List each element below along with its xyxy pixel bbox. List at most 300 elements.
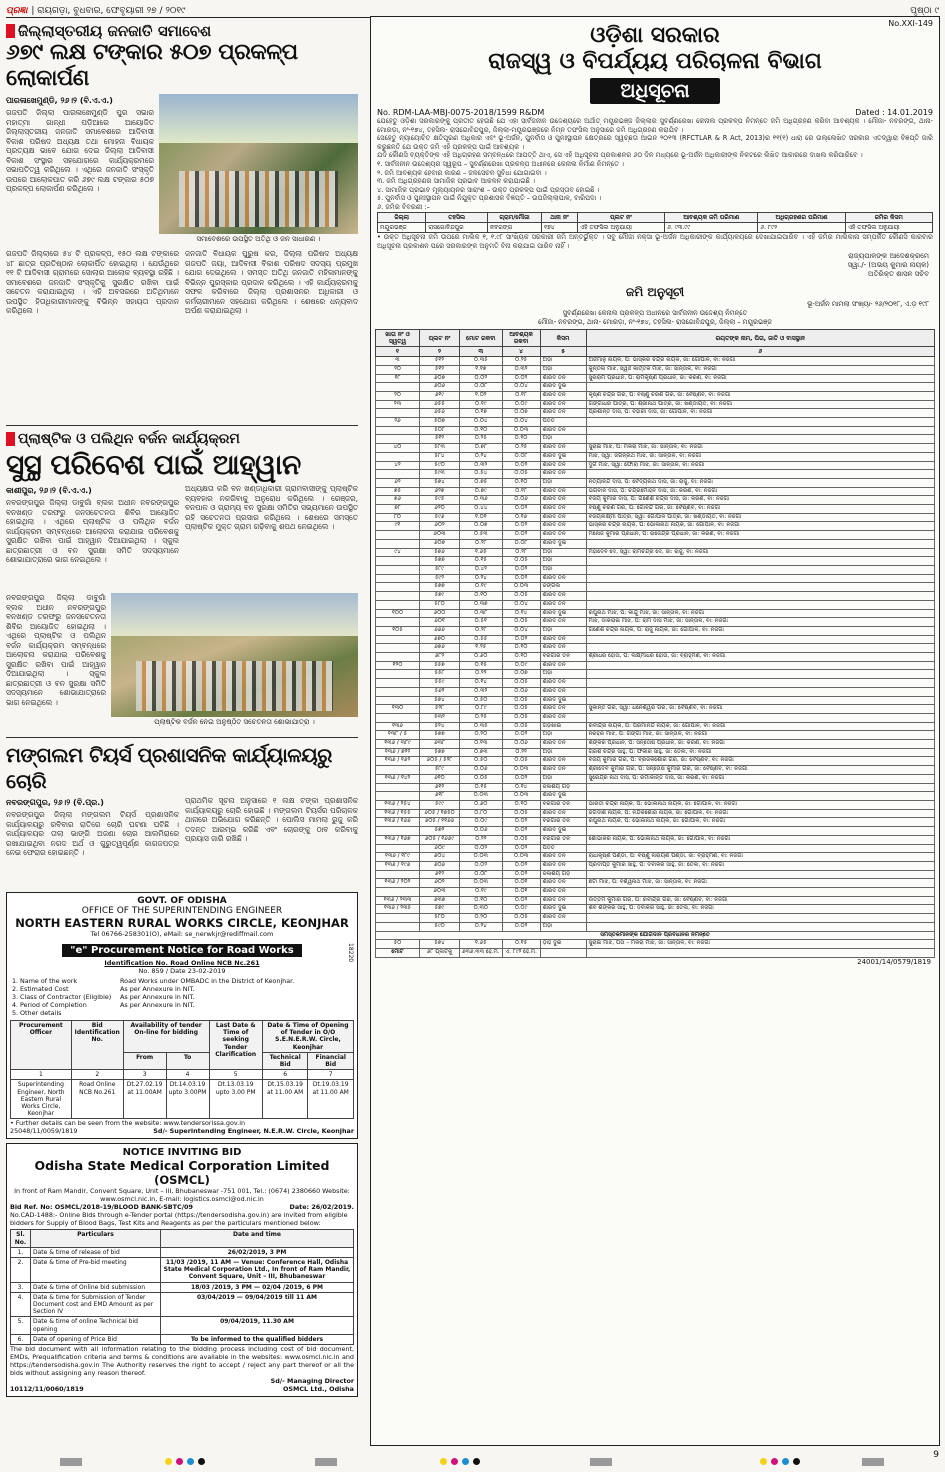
schedule-cell: ୧୮ (376, 374, 420, 383)
schedule-cell: ୦.୪୨ (460, 566, 503, 575)
schedule-cell: ବିଜୟ କୁମାର ଦାସ, ପି: ଗଣେଶ ଚନ୍ଦ୍ର ଦାସ, ଜା: କରଣ, ବା: ନିଜଗାଁ (586, 496, 934, 505)
schedule-cell: ୧୩୮ / ୫ (376, 731, 420, 740)
ad-side-number: 18220 (347, 943, 354, 963)
schedule-cell: ଅଡ଼ା (540, 365, 586, 374)
schedule-cell: ୬୮୨ (420, 653, 460, 662)
schedule-cell (586, 670, 934, 679)
schedule-cell: ୭୬ (376, 496, 420, 505)
schedule-cell: ୦.୩୫ (460, 357, 503, 366)
schedule-cell: ୬୦୫ / ୧୭୫୦ (420, 809, 460, 818)
schedule-cell (586, 888, 934, 897)
schedule-cell (586, 600, 934, 609)
ad-item-value: As per Annexure in NIT. (120, 1001, 195, 1009)
color-swatches (165, 1458, 205, 1465)
schedule-cell: ଶାରଦ ତିନି (540, 635, 586, 644)
schedule-cell: ୦.୨୫ (460, 713, 503, 722)
ad-item-key: Class of Contractor (Eligible) (20, 993, 112, 1001)
table-row (376, 940, 935, 949)
notice-summary-table (377, 212, 933, 233)
schedule-cell: ୬୦୦ (420, 609, 460, 618)
schedule-cell: ଶାରଦ ଦୁଇ (540, 609, 586, 618)
schedule-cell: ୧୩୬ / ୧୪୨ (376, 774, 420, 783)
schedule-cell: ଶାରଦ ତିନି (540, 661, 586, 670)
schedule-cell (376, 922, 420, 931)
color-swatches (760, 1458, 800, 1465)
schedule-cell: ଅଡ଼ା (540, 731, 586, 740)
schedule-cell: ଗଣେଶ ଚନ୍ଦ୍ର ନାୟକ, ପି: ରାଜୁ ନାୟକ, ଜା: ଗୋପାଳ, ବା: ନିଜଗାଁ (586, 626, 934, 635)
schedule-cell: ଶାରଦ ତିନି (540, 574, 586, 583)
table-row (376, 861, 935, 870)
story-dateline: କାଶୀପୁର, ୨୬।୨ (ବି.ଏ.ଏ.) (6, 486, 92, 495)
schedule-cell: ୫୮୯ (420, 766, 460, 775)
notice-list-item: ୧. ସାର୍ବଜନୀନ ଉଦ୍ଦେଶ୍ୟର ସ୍ୱରୂପ – ସୁବର୍ଣ୍ଣରେଖା ପ୍ରକଳ୍ପ ଅଧୀନରେ କେନାଲ ନିର୍ମାଣ ନିମନ୍ତେ । (377, 159, 625, 168)
ad-org: Odisha State Medical Corporation Limited (34, 1158, 330, 1174)
schedule-cell: ୦.୨୫ (460, 435, 503, 444)
table-row (376, 670, 935, 679)
schedule-cell: ୦.୦୨ (502, 522, 540, 531)
schedule-header: ଖାତା ନଂ ଓ ସ୍ୱତ୍ୱ (376, 330, 420, 347)
schedule-cell: ୦.୦୯ (502, 905, 540, 914)
table-row (376, 539, 935, 548)
table-row (376, 461, 935, 470)
schedule-cell: ୨୬ (376, 418, 420, 427)
schedule-cell: ୦.୦୯ (502, 400, 540, 409)
schedule-cell: ୬୦୫ / ୧୧୬୬ (420, 818, 460, 827)
schedule-cell (376, 635, 420, 644)
schedule-cell: ୬୦୪ (420, 853, 460, 862)
summary-cell: ମୟୂରଭଞ୍ଜ (378, 222, 426, 232)
story-theft (6, 742, 358, 888)
schedule-cell: ନିତ୍ୟାନନ୍ଦ ଦାସ, ପି: ବୈଦ୍ୟନାଥ ଦାସ, ଜା: ରାଜୁ, ବା: ନିଜଗାଁ (586, 478, 934, 487)
schedule-cell: ୦.୦୫ (502, 722, 540, 731)
summary-header: ଜିଲ୍ଲା (378, 212, 426, 222)
table-row (11, 1258, 354, 1283)
schedule-cell: ୧୩୬ / ୧୮୯ (376, 853, 420, 862)
table-row (376, 827, 935, 836)
schedule-cell: ଅଡ଼ା (540, 557, 586, 566)
schedule-cell: ୦.୨୮ (460, 539, 503, 548)
schedule-cell: ୦.୦୮ (502, 539, 540, 548)
table-row (376, 740, 935, 749)
schedule-cell: ୨୩ (376, 400, 420, 409)
schedule-cell: ୦.୦୨ (502, 896, 540, 905)
story-body: ନବରଙ୍ଗପୁର ଜିଲ୍ଲା ଡାବୁଗାଁ ବ୍ଲକ ଅଧୀନ ନବରଙ୍ଗପୁର ବନଖଣ୍ଡ ତରଫରୁ ଜନସଚେତନତା ଶିବିର ଆୟୋଜିତ ହୋଇଥିଲା । ଏଥିରେ ପ୍ଲାଷ୍ଟିକ ଓ ପଲିଥିନ ବର୍ଜନ କାର୍ଯ୍ୟକ୍ରମ ସମ୍ବନ୍ଧରେ ଆଲୋଚନା କରାଯାଇ ପରିବେଶକୁ ସୁରକ୍ଷିତ ରଖିବା ପାଇଁ ଆହ୍ୱାନ ଦିଆଯାଇଥିଲା । ସ୍କୁଲ ଛାତ୍ରଛାତ୍ରୀ ଓ ବନ ସୁରକ୍ଷା ସମିତି ସଦସ୍ୟମାନେ ଶୋଭାଯାତ୍ରାରେ ଭାଗ ନେଇଥିଲେ । (6, 593, 106, 707)
ad-sign: Sd/- Superintending Engineer, N.E.R.W. Circle, Keonjhar (153, 1127, 354, 1136)
table-row (376, 870, 935, 879)
schedule-cell (586, 922, 934, 931)
schedule-cell: ୧୨୦ (376, 661, 420, 670)
notice-ref: No. RDM-LAA-MBJ-0075-2018/1599 R&DM (377, 108, 545, 117)
schedule-cell: ୦.୦୨ (502, 374, 540, 383)
schedule-cell: ୫୫୮ (420, 670, 460, 679)
schedule-cell: ଶାରଦ ଦୁଇ (540, 905, 586, 914)
story-headline: ସୁସ୍ଥ ପରିବେଶ ପାଇଁ ଆହ୍ୱାନ (6, 448, 301, 481)
schedule-cell: ଭାରତୀ ଚନ୍ଦ୍ର ନାୟକ, ପି: ଭୋଳାନାଥ ନାୟକ, ଜା: ଗୋପାଳ, ବା: ନିଜଗାଁ (586, 800, 934, 809)
schedule-cell: ୫୮୦ (420, 914, 460, 923)
schedule-cell: ଶାରଦ ତିନି (540, 513, 586, 522)
schedule-cell: ଦୁର୍ଗି ମାଝି, ସ୍ୱା: ଫୋରା ମାଝି, ଜା: ସାନ୍ତାଳ, ବା: ନିଜଗାଁ (586, 461, 934, 470)
schedule-cell: ୦.୦୫ (502, 835, 540, 844)
red-square-icon (6, 24, 15, 38)
table-row (376, 757, 935, 766)
story-headline: ମଙ୍ଗଲମ ଟିୟର୍ସ ପ୍ରଶାସନିକ କାର୍ଯ୍ୟାଳୟରୁ ଚୋରି (6, 743, 332, 793)
schedule-cell: ୦.୦୨ (502, 818, 540, 827)
summary-cell: ଏହି ତଫସିଲ ଅନୁଯାୟୀ (845, 222, 932, 232)
schedule-cell: ମହାଦେବ ଦେ, ସ୍ୱା: ରାମଚନ୍ଦ୍ର ଦେ, ଜା: ରାଜୁ, ବା: ନିଜଗାଁ (586, 548, 934, 557)
schedule-cell: ୫୨୪ (420, 722, 460, 731)
schedule-cell: ୬୩୭ (420, 896, 460, 905)
ad-item-row (10, 985, 354, 993)
schedule-title: ଜମି ଅନୁସୂଚୀ (625, 285, 685, 300)
schedule-cell: ୧୩୬ / ୨୩୩ (376, 896, 420, 905)
schedule-cell: ୦.୪୪ (460, 505, 503, 514)
schedule-cell: ଶାରଦ ତିନି (540, 644, 586, 653)
schedule-cell: ୦.୦୨ (502, 731, 540, 740)
schedule-cell: ଅଡ଼ା (540, 922, 586, 931)
schedule-cell (586, 557, 934, 566)
schedule-cell: ୦.୦୨ (502, 827, 540, 836)
schedule-cell: ୦.୧୦ (502, 800, 540, 809)
schedule-cell: ୦.୦୨ (502, 531, 540, 540)
table-row (376, 522, 935, 531)
schedule-cell: ୧୩୬ / ୨୫୪ (376, 800, 420, 809)
bid-row-particulars: Date & time for Submission of Tender Document cost and EMD Amount as per Section IV (31, 1292, 161, 1317)
schedule-col-index: ୬ (586, 347, 934, 357)
schedule-cell: ୬୭୬ (420, 644, 460, 653)
schedule-cell (586, 783, 934, 792)
schedule-cell: ୦.୦୫ (502, 713, 540, 722)
table-row (376, 452, 935, 461)
schedule-cell (376, 792, 420, 801)
schedule-cell: ୦.୨୮ (502, 548, 540, 557)
schedule-cell: ମାଝି, ଡାକରାଇ ମାଝି, ପି: ରାମ ଦାସ ମାଝି, ଜା: ସାନ୍ତାଳ, ବା: ନିଜଗାଁ (586, 618, 934, 627)
schedule-cell: ଗଙ୍ଗାଧର ପାତ୍ର, ପି: ଶ୍ରୀନାଥ ପାତ୍ର, ଜା: ଖଣ୍ଡାୟତ, ବା: ନିଜଗାଁ (586, 400, 934, 409)
summary-cell: ଏହି ତଫସିଲ ଅନୁଯାୟୀ (577, 222, 664, 232)
table-row (11, 1334, 354, 1344)
table-row (11, 1317, 354, 1334)
schedule-cell: ୦.୩୨ (460, 687, 503, 696)
bid-row-sl: 5. (11, 1317, 31, 1334)
schedule-cell: ୫୭୪ (420, 696, 460, 705)
ad-item-value (120, 1009, 354, 1017)
schedule-cell: ସୁରାଇ ମାଝି, ପିତା – ମକରା ମାଝି, ଜା: ସାନ୍ତାଳ, ବା: ନିଜଗାଁ (586, 940, 934, 949)
schedule-cell: ୦.୦୫ (502, 705, 540, 714)
schedule-cell: ୫୨୮ (420, 705, 460, 714)
story-dateline: ପାରଳାଖେମୁଣ୍ଡି, ୨୬।୨ (ବି.ଏ.ଏ.) (6, 96, 113, 105)
schedule-cell (586, 592, 934, 601)
summary-header: ତହସିଲ (426, 212, 488, 222)
bid-row-sl: 6. (11, 1334, 31, 1344)
schedule-cell: ୦.୧୮ (502, 391, 540, 400)
table-row (376, 357, 935, 366)
schedule-cell: ଶାରଦ ତିନି (540, 444, 586, 453)
schedule-cell: ଅଡ଼ା (540, 748, 586, 757)
schedule-cell: ଶାରଦ ତିନି (540, 461, 586, 470)
schedule-cell: ୦.୭୩ (460, 748, 503, 757)
schedule-cell (376, 470, 420, 479)
schedule-cell: ଶାରଦ ତିନି (540, 400, 586, 409)
schedule-cell: ୦.୧୯ (460, 888, 503, 897)
notice-list-item: ୬. ଜମିର ବିବରଣୀ :– (377, 202, 430, 211)
schedule-cell: ୦.୦୨ (502, 844, 540, 853)
summary-cell: ନବରଙ୍ଗ (488, 222, 542, 232)
ad-item-number: 1. (11, 977, 19, 985)
bid-row-date: 18/03 /2019, 3 PM — 02/04 /2019, 6 PM (161, 1282, 354, 1292)
bid-row-particulars: Date of opening of Price Bid (31, 1334, 161, 1344)
schedule-cell: ଶାରଦ ତିନି (540, 487, 586, 496)
schedule-cell: ଶାରଦ ତିନି (540, 409, 586, 418)
schedule-cell: ୦.୦୭ (502, 670, 540, 679)
summary-cell: ୬. ୮୯୨ (758, 222, 845, 232)
schedule-cell: ରବୀନ୍ଦ୍ର ନାୟକ, ପି: ପରମାନନ୍ଦ ନାୟକ, ଜା: ଗୋପାଳ, ବା: ନିଜଗାଁ (586, 722, 934, 731)
ad-item-row (10, 1009, 354, 1017)
schedule-cell: ଅଡ଼ା (540, 566, 586, 575)
schedule-cell: ୦.୦୫ (502, 679, 540, 688)
schedule-cell: ୨୦ (376, 391, 420, 400)
schedule-cell (376, 426, 420, 435)
land-schedule-table (375, 329, 935, 958)
schedule-cell: ୦.୨୦ (460, 914, 503, 923)
ad-address: In front of Ram Mandir, Convent Square, Unit – III, Bhubaneswar -751 001, Tel.: (0674) 2380660 Website: www.osmcl.nic.in, E-mail: logistics.osmcl@od.nic.in (14, 1187, 350, 1204)
schedule-cell: ୯୪ (376, 548, 420, 557)
schedule-cell: ବରଗାର ତିନି (540, 800, 586, 809)
schedule-cell (376, 557, 420, 566)
story-kicker: ପ୍ଲାଷ୍ଟିକ ଓ ପଲିଥିନ ବର୍ଜନ କାର୍ଯ୍ୟକ୍ରମ (6, 430, 358, 448)
table-row (376, 853, 935, 862)
ad-item-value: As per Annexure in NIT. (120, 985, 195, 993)
schedule-cell: ଶାରଦ ତିନି (540, 600, 586, 609)
schedule-cell: ଛିଟା ମାଝି, ପି: ବିଶ୍ୱନାଥ ମାଝି, ଜା: ସାନ୍ତାଳ, ବା: ନିଜଗାଁ (586, 879, 934, 888)
schedule-cell (376, 783, 420, 792)
schedule-cell: ୦.୫୪ (460, 470, 503, 479)
schedule-cell: ୧୩୬ / ୨୦୨ (376, 879, 420, 888)
schedule-cell (376, 566, 420, 575)
schedule-cell: ଶାରଦ ତିନି (540, 496, 586, 505)
schedule-cell: ୫୮୦ (420, 600, 460, 609)
schedule-cell: ୦.୦୩ (502, 853, 540, 862)
schedule-cell: ୦.୦୫ (502, 557, 540, 566)
schedule-cell: ୦.୧୪ (460, 679, 503, 688)
ad-item-number: 5. (11, 1009, 19, 1017)
schedule-cell: ୬୨୭ (420, 487, 460, 496)
ad-circle: NORTH EASTERN RURAL WORKS CIRCLE, KEONJHAR (15, 916, 349, 930)
schedule-cell: ୧.୦୧ (460, 513, 503, 522)
schedule-cell: ୦.୦୬ (502, 496, 540, 505)
story-body: ଜନଜାତି ବିଧାୟକ ପୁରୁଷ କର, ଜିଲ୍ଲା ପରିଷଦ ଅଧ୍ୟକ୍ଷ ଗଜପତି ଜୟା, ଆଦିବାସୀ ବିକାଶ ପରିଷଦ ସଦସ୍ୟ ପ୍ରମୁଖ ଯୋଗ ଦେଇଥିଲେ । ସମସ୍ତ ଅତିଥି ଜନଜାତି ମହିଳାମାନଙ୍କୁ ବିଭିନ୍ନ ପୁରସ୍କାର ପ୍ରଦାନ କରିଥିଲେ । ଏହି କାର୍ଯ୍ୟକ୍ରମକୁ ସଫଳ କରିବାରେ ଜିଲ୍ଲା ପ୍ରଶାସନର ଅଧିକାରୀ ଓ କର୍ମଚାରୀମାନେ ସହଯୋଗ କରିଥିଲେ । ଶେଷରେ ଧନ୍ୟବାଦ ଅର୍ପଣ କରାଯାଇଥିଲା । (185, 249, 358, 315)
table-row (376, 444, 935, 453)
ad-item-key: Estimated Cost (20, 985, 69, 993)
ad-note: • Further details can be seen from the website: www.tendersorissa.gov.in (10, 1119, 246, 1128)
ad-footer: The bid document with all information relating to the bidding process including cost of bid document, EMDs, Prequalification criteria and terms & conditions are available in the websites: www.osmcl.nic.in and https://tendersodisha.gov.in The Authority reserves the right to accept / reject any part thereof or all the bids without assigning any reason thereof. (10, 1345, 354, 1378)
ad-item-row (10, 977, 354, 985)
schedule-cell: ୦.୦୨ (502, 566, 540, 575)
schedule-cell: ୬୦୩ (420, 888, 460, 897)
schedule-cell: ଜଳାଶୟ ଗଡ଼ (540, 783, 586, 792)
bid-row-particulars: Date & time of Pre-bid meeting (31, 1258, 161, 1283)
schedule-cell: ୦.୮୦ (460, 809, 503, 818)
ad-items (10, 977, 354, 1017)
schedule-cell: ୦.୦୫ (502, 696, 540, 705)
page-number: 9 (933, 1450, 939, 1460)
schedule-cell: ୫୭୭ (420, 748, 460, 757)
schedule-cell: ୪୨ (376, 461, 420, 470)
ad-item-row (10, 1001, 354, 1009)
table-row (376, 574, 935, 583)
schedule-cell: ୦.୩୨ (460, 461, 503, 470)
schedule-cell: ୬୧୯ (420, 391, 460, 400)
summary-cell: ୧୭୪ (541, 222, 577, 232)
table-row (11, 1247, 354, 1257)
table-row (376, 644, 935, 653)
schedule-cell: ୫୭୭ (420, 557, 460, 566)
schedule-cell: ୬୧୦ (420, 774, 460, 783)
ad-item-number: 4. (11, 1001, 19, 1009)
schedule-cell: ୦.୧୦ (460, 592, 503, 601)
schedule-cell: ୦.୦୭ (460, 522, 503, 531)
schedule-cell: ୦.୨୮ (460, 626, 503, 635)
schedule-cell (376, 844, 420, 853)
schedule-cell: ଶାରଦ ତିନି (540, 705, 586, 714)
schedule-cell: ଶିବ ଶଙ୍କର ସାହୁ, ପି: ଦିବାକର ସାହୁ, ଜା: ତେଲି, ବା: ନିଜଗାଁ (586, 905, 934, 914)
schedule-cell: ଶ୍ରୀଧର ହୋତା, ପି: ଲକ୍ଷ୍ମୀଧର ହୋତା, ଜା: ବ୍ରାହ୍ମଣ, ବା: ନିଜଗାଁ (586, 653, 934, 662)
ad-schedule-table: Procurement Officer Bid Identification No. Availability of tender On-line for bidding Last Date & Time of seeking Tender Clarification Date & Time of Opening of Tender in O/O S.E.N.E.R.W. Circle, Keonjhar From To Technical Bid Financial Bid 1 2 3 4 5 6 7 Superintending Engineer, North Eastern Rural Works Circle, Keonjhar Road Online NCB No.261 Dt.27.02.19 at 11.00AM Dt.14.03.19 upto 3.00PM Dt.13.03.19 upto 3.00 PM Dt.15.03.19 at 11.00 AM Dt.19.03.19 at 11.00 AM (10, 1020, 354, 1119)
bid-row-sl: 2. (11, 1258, 31, 1283)
left-column (6, 22, 358, 1442)
schedule-cell: ଅଡ଼ା (540, 435, 586, 444)
schedule-cell: ୦.୦୨ (502, 461, 540, 470)
schedule-cell: ୬୦୫ / ୧୬୬୯ (420, 835, 460, 844)
divider (6, 425, 358, 426)
schedule-cell (586, 644, 934, 653)
schedule-cell: ଶାରଦ ତିନି (540, 391, 586, 400)
schedule-cell: ଶାରଦ ଦୁଇ (540, 696, 586, 705)
schedule-cell: ୦.୦୫ (502, 757, 540, 766)
schedule-cell: ୦.୨୪ (460, 452, 503, 461)
divider (6, 737, 358, 738)
schedule-cell (586, 574, 934, 583)
summary-header: ପ୍ଲଟ ନଂ (577, 212, 664, 222)
schedule-cell: ୦.୦୫ (502, 592, 540, 601)
ad-govt: GOVT. OF ODISHA (137, 896, 227, 906)
schedule-cell: ବରଗାର ତିନି (540, 653, 586, 662)
table-row (376, 722, 935, 731)
schedule-cell: ୦.୫୦ (460, 696, 503, 705)
schedule-cell: ୧.୦୨ (460, 391, 503, 400)
schedule-cell: ଶାରଦ ତିନି (540, 592, 586, 601)
ad-oipr: 25048/11/0059/1819 (10, 1127, 78, 1136)
notice-list-item: ୩. ଜମି ଅଧିଗ୍ରହଣର ସାମାଜିକ ପ୍ରଭାବ ଆକଳନ କରାଯାଇଛି । (377, 177, 535, 186)
schedule-cell (586, 870, 934, 879)
bid-row-particulars: Date & time of Online bid submission (31, 1282, 161, 1292)
schedule-cell: ୬୭୦ (420, 635, 460, 644)
table-total-row: ମୋଟ ୬୮ ପ୍ଲଟକୁ ୬୩୬.୩୩ ହେ.ମି. ଏ. ୮୯୨ ହେ.ମି. (376, 948, 935, 957)
table-row (376, 487, 935, 496)
schedule-cell (586, 539, 934, 548)
schedule-cell: ଅଡ଼ା (540, 626, 586, 635)
table-row (376, 365, 935, 374)
schedule-cell: ୦.୧୦ (460, 896, 503, 905)
notice-dept: ରାଜସ୍ୱ ଓ ବିପର୍ଯ୍ୟୟ ପରିଚାଳନା ବିଭାଗ (488, 49, 822, 74)
notice-para: ଯଦି କୌଣସି ବ୍ୟକ୍ତିଙ୍କ ଏହି ଅଧିଗ୍ରହଣ ସମ୍ବନ୍ଧରେ ଆପତ୍ତି ଥାଏ, ସେ ଏହି ଅଧିସୂଚନା ପ୍ରକାଶନର ୬୦ ଦିନ ମଧ୍ୟରେ ଭୂ-ଅର୍ଜନ ଅଧିକାରୀଙ୍କ ନିକଟରେ ଲିଖିତ ଆକାରରେ ଦାଖଲ କରିପାରିବେ । (377, 151, 863, 160)
table-row (376, 818, 935, 827)
table-row (376, 635, 935, 644)
masthead-page-label: ପୃଷ୍ଠା ୯ (910, 5, 939, 16)
ad-item-key: Period of Completion (20, 1001, 87, 1009)
schedule-cell: ୫୮୯ (420, 566, 460, 575)
ad-bid-table: Sl. No. Particulars Date and time 1. Date & time of release of bid 26/02/2019, 3 PM 2. Date & time of Pre-bid meeting 11/03 /2019, 11 AM — Venue: Conference Hall, Odisha State Medical Corporation Ltd., In front of Ram Mandir, Convent Square, Unit – III, Bhubaneswar 3. Date & time of Online bid submission 18/03 /2019, 3 PM — 02/04 /2019, 6 PM 4. Date & time for Submission of Tender Document cost and EMD Amount as per Section IV 03/04/2019 — 09/04/2019 till 11 AM 5. Date & time of online Technical bid opening 09/04/2019, 11.30 AM 6. Date of opening of Price Bid To be informed to the qualified bidders (10, 1229, 354, 1345)
ad-item-value: Road Works under OMBADC in the District of Keonjhar. (120, 977, 295, 985)
schedule-cell: ୬୬୬ (420, 626, 460, 635)
schedule-cell (586, 470, 934, 479)
schedule-cell: ୦.୦୨ (502, 922, 540, 931)
schedule-cell: ୦.୦୭ (502, 409, 540, 418)
schedule-cell: ୫୦ (376, 940, 420, 949)
table-row (376, 679, 935, 688)
bid-row-date: To be informed to the qualified bidders (161, 1334, 354, 1344)
schedule-cell: ୦.୨୨ (502, 748, 540, 757)
ad-ident: Identification No. Road Online NCB Nc.261 (104, 959, 260, 967)
schedule-cell: ୬୦୭ (420, 374, 460, 383)
table-row (376, 383, 935, 392)
schedule-col-index: ୪ (502, 347, 540, 357)
schedule-cell: ୦.୧୦ (502, 435, 540, 444)
schedule-cell: ୫୧୨ (420, 435, 460, 444)
story-body: ଅଧ୍ୟକ୍ଷତା କରି ବନ ଖଣ୍ଡାଧିକାରୀ ଗ୍ରାମବାସୀଙ୍କୁ ପ୍ଲାଷ୍ଟିକ ବ୍ୟବହାର ନକରିବାକୁ ଅନୁରୋଧ କରିଥିଲେ । ରେଞ୍ଜର, ବନପାଳ ଓ ଗ୍ରାମ୍ୟ ବନ ସୁରକ୍ଷା ସମିତିର ସଭ୍ୟମାନେ ଉପସ୍ଥିତ ରହି ସଚେତନତା ପ୍ରସାର କରିଥିଲେ । ଶେଷରେ ସମସ୍ତେ ପ୍ଲାଷ୍ଟିକ ମୁକ୍ତ ଗ୍ରାମ ଗଢ଼ିବାକୁ ଶପଥ ନେଇଥିଲେ । (185, 484, 358, 531)
schedule-cell (376, 827, 420, 836)
schedule-cell: ଶାରଦ ଦୁଇ (540, 383, 586, 392)
schedule-cell: ୦.୦୬ (502, 687, 540, 696)
schedule-cell (376, 766, 420, 775)
schedule-cell: ଶାରଦ ତିନି (540, 809, 586, 818)
table-row (376, 844, 935, 853)
masthead-dateline: | ରାୟଗଡ଼ା, ବୁଧବାର, ଫେବୃୟାରୀ ୨୭ / ୨୦୧୯ (31, 5, 186, 16)
schedule-cell: ୦.୦୬ (460, 827, 503, 836)
table-row (376, 696, 935, 705)
schedule-header: ଆବଶ୍ୟକ ରକବା (502, 330, 540, 347)
table-row (376, 566, 935, 575)
schedule-cell (586, 583, 934, 592)
schedule-cell: ୦.୦୫ (502, 914, 540, 923)
schedule-cell: ୬୧୨ (420, 783, 460, 792)
table-row (376, 618, 935, 627)
schedule-cell (586, 566, 934, 575)
bid-row-date: 26/02/2019, 3 PM (161, 1247, 354, 1257)
schedule-cell: ୦.୧୪ (502, 783, 540, 792)
schedule-cell: ଶାରଦ ତିନି (540, 426, 586, 435)
schedule-cell (376, 583, 420, 592)
case-number: ଭୂ-ଅର୍ଜନ ମାମଲା ସଂଖ୍ୟା- ୨୬/୨୦୧୮, ଏ.ଡ଼ ୧୯୮ (807, 300, 929, 309)
story-body: ନବରଙ୍ଗପୁର ଜିଲ୍ଲା ମଙ୍ଗଲମ ଟିୟର୍ସ ପ୍ରଶାସନିକ କାର୍ଯ୍ୟାଳୟରୁ ରବିବାର ରାତିରେ ଚୋରି ଘଟଣା ଘଟିଛି । କାର୍ଯ୍ୟାଳୟର ତାଲା ଭାଙ୍ଗି ଅଜଣା ଚୋର ଆଲମିରାରେ ରଖାଯାଇଥିବା ନଗଦ ଅର୍ଥ ଓ ଗୁରୁତ୍ୱପୂର୍ଣ୍ଣ କାଗଜପତ୍ର ନେଇ ଫେରାର ହୋଇଛନ୍ତି । (6, 810, 179, 857)
schedule-cell (376, 888, 420, 897)
schedule-cell (586, 687, 934, 696)
ad-oipr: 10112/11/0060/1819 (10, 1385, 84, 1394)
schedule-cell (376, 600, 420, 609)
schedule-cell: ୧.୬୫ (460, 940, 503, 949)
schedule-cell: ୦.୨୪ (460, 922, 503, 931)
schedule-cell: ୫୯୬ (420, 513, 460, 522)
ad-intro: No.CAD-1488:- Online Bids through e-Tender portal (https://tendersodisha.gov.in) are invited from eligible bidders for Supply of Blood Bags, Test Kits and Reagents as per the particulars mentioned below: (10, 1211, 348, 1228)
table-row (376, 774, 935, 783)
paper-logo: ପ୍ରଜ୍ଞା (6, 5, 28, 16)
schedule-cell: ୦.୦୯ (460, 818, 503, 827)
schedule-cell (586, 383, 934, 392)
schedule-cell (586, 661, 934, 670)
schedule-cell: ୦.୦୪ (502, 600, 540, 609)
schedule-cell (586, 435, 934, 444)
notice-label: ଅଧିସୂଚନା (590, 78, 720, 104)
schedule-cell: ୦.୧୦ (502, 653, 540, 662)
schedule-cell (376, 670, 420, 679)
